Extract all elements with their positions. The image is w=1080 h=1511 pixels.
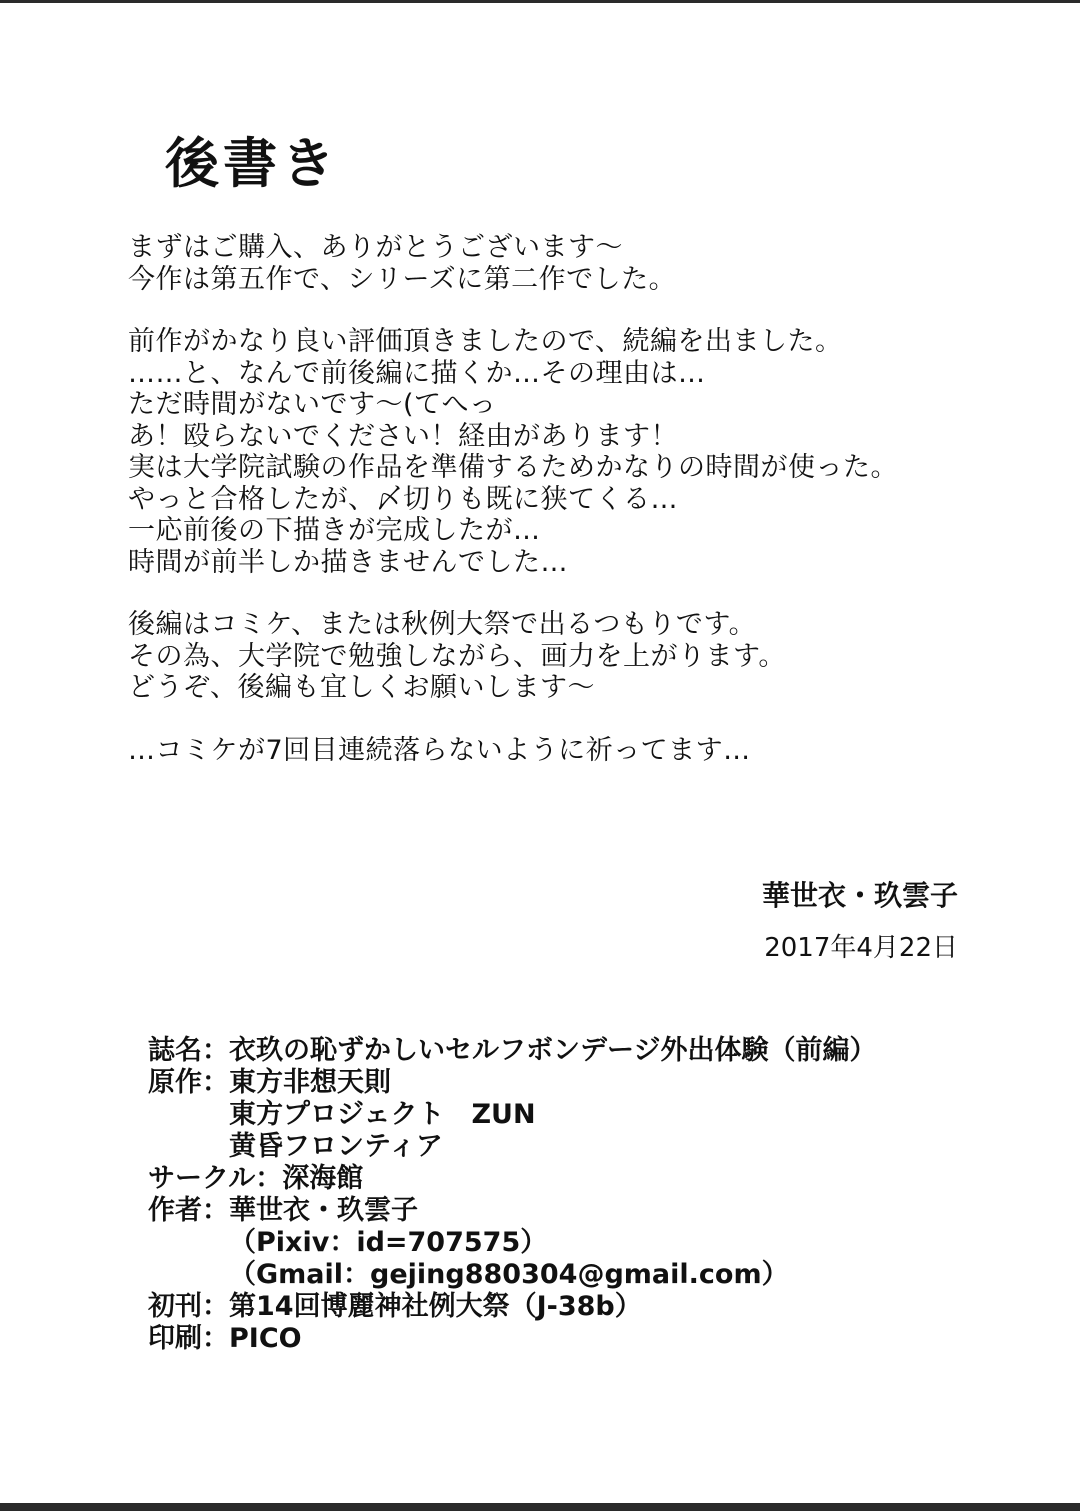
paragraph-reason <box>128 326 1028 578</box>
text-line: 今作は第五作で、シリーズに第二作でした。 <box>128 263 677 295</box>
colophon-value: 東方非想天則 <box>229 1067 391 1098</box>
text-line: ……と、なんで前後編に描くか…その理由は… <box>128 357 706 389</box>
colophon-value-email: （Gmail：gejing880304@gmail.com） <box>229 1259 789 1290</box>
text-line: その為、大学院で勉強しながら、画力を上がります。 <box>128 640 786 672</box>
colophon-values <box>229 1035 876 1067</box>
colophon-key: 初刊： <box>148 1291 229 1322</box>
text-line: 前作がかなり良い評価頂きましたので、続編を出ました。 <box>128 326 843 357</box>
colophon-values <box>229 1195 789 1291</box>
colophon-row-circle <box>148 1163 876 1195</box>
colophon-value: 華世衣・玖雲子 <box>229 1195 418 1226</box>
text-line: まずはご購入、ありがとうございます〜 <box>128 232 623 263</box>
text-line: あ！殴らないでください！経由があります！ <box>128 420 678 452</box>
paragraph-greeting <box>128 232 1028 295</box>
colophon-values <box>282 1163 363 1195</box>
colophon-value: 深海館 <box>282 1163 364 1194</box>
afterword-body <box>128 232 1028 797</box>
page-frame-bottom <box>0 1503 1080 1511</box>
author-signature: 華世衣・玖雲子 <box>761 879 958 912</box>
colophon-values <box>229 1291 642 1323</box>
colophon-row-printer <box>148 1323 876 1355</box>
colophon-value: 衣玖の恥ずかしいセルフボンデージ外出体験（前編） <box>229 1035 877 1066</box>
colophon-key: 原作： <box>148 1067 229 1098</box>
colophon-value: 東方プロジェクト ZUN <box>229 1099 536 1130</box>
text-line: 一応前後の下描きが完成したが… <box>128 515 541 546</box>
colophon-value: 黄昏フロンティア <box>229 1131 443 1162</box>
text-line: どうぞ、後編も宜しくお願いします〜 <box>128 672 595 703</box>
colophon-row-first-print <box>148 1291 876 1323</box>
colophon-key: 作者： <box>148 1195 229 1226</box>
colophon-values <box>229 1323 302 1355</box>
signature-date: 2017年4月22日 <box>764 933 958 963</box>
colophon-values <box>229 1067 536 1163</box>
text-line: 実は大学院試験の作品を準備するためかなりの時間が使った。 <box>128 452 898 483</box>
colophon-value-pixiv: （Pixiv：id=707575） <box>229 1227 548 1258</box>
colophon-value: 第14回博麗神社例大祭（J-38b） <box>229 1291 642 1322</box>
page-title: 後書き <box>165 132 339 195</box>
text-line: ただ時間がないです〜(てへっ <box>128 389 497 420</box>
signature-block <box>762 878 958 966</box>
text-line: …コミケが7回目連続落らないように祈ってます… <box>128 734 751 766</box>
colophon-row-title <box>148 1035 876 1067</box>
colophon <box>148 1035 876 1355</box>
page-frame-top <box>0 0 1080 3</box>
colophon-row-author <box>148 1195 876 1291</box>
text-line: やっと合格したが、〆切りも既に狭てくる… <box>128 483 678 515</box>
colophon-value: PICO <box>229 1323 302 1354</box>
colophon-key: 誌名： <box>148 1035 229 1066</box>
colophon-row-original <box>148 1067 876 1163</box>
colophon-key: サークル： <box>148 1163 283 1194</box>
paragraph-closing <box>128 735 1028 767</box>
colophon-key: 印刷： <box>148 1323 229 1354</box>
paragraph-sequel <box>128 609 1028 704</box>
text-line: 時間が前半しか描きませんでした… <box>128 546 568 578</box>
text-line: 後編はコミケ、または秋例大祭で出るつもりです。 <box>128 609 757 640</box>
